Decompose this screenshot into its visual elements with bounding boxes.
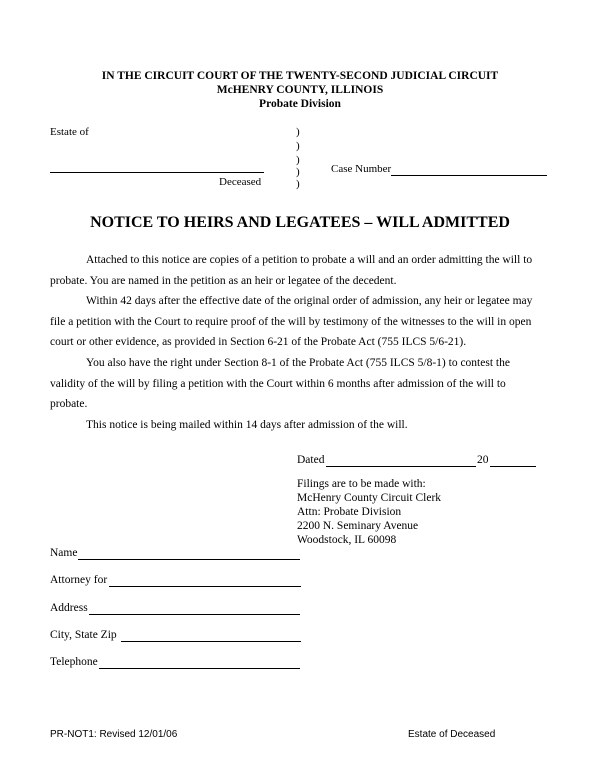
caption-paren: ): [296, 154, 300, 166]
filings-line1: Filings are to be made with:: [297, 478, 426, 490]
paragraph-contest-right: You also have the right under Section 8-1 of the Probate Act (755 ILCS 5/8-1) to contest the validity of the will by filing a petition with the Court within 6 months after admission of the will to probate.: [50, 357, 510, 410]
telephone-label: Telephone: [50, 656, 98, 668]
name-line[interactable]: [78, 559, 300, 560]
deceased-label: Deceased: [219, 176, 262, 188]
address-label: Address: [50, 602, 88, 614]
dated-label: Dated: [297, 454, 325, 466]
estate-of-label: Estate of: [50, 126, 89, 138]
name-label: Name: [50, 547, 78, 559]
dated-line[interactable]: [326, 466, 476, 467]
footer-right-label: Estate of Deceased: [408, 729, 496, 740]
dated-year-prefix: 20: [477, 454, 489, 466]
form-id: PR-NOT1: Revised 12/01/06: [50, 729, 178, 740]
filings-line2: McHenry County Circuit Clerk: [297, 492, 442, 504]
paragraph-42-days: Within 42 days after the effective date of the original order of admission, any heir or legatee may file a petition with the Court to require proof of the will by testimony of the witnesses to the will in open court or other evidence, as provided in Section 6-21 of the Probate Act (755 ILCS 5/6-21).: [50, 295, 533, 348]
caption-paren: ): [296, 140, 300, 152]
filings-line5: Woodstock, IL 60098: [297, 534, 397, 546]
city-state-zip-label: City, State Zip: [50, 629, 117, 641]
estate-name-line[interactable]: [50, 172, 264, 173]
telephone-line[interactable]: [99, 668, 300, 669]
notice-title: NOTICE TO HEIRS AND LEGATEES – WILL ADMITTED: [90, 214, 510, 231]
paragraph-mailed: This notice is being mailed within 14 days after admission of the will.: [86, 419, 408, 431]
dated-year-line[interactable]: [490, 466, 536, 467]
caption-paren: ): [296, 126, 300, 138]
court-header-line1: IN THE CIRCUIT COURT OF THE TWENTY-SECOND JUDICIAL CIRCUIT: [101, 70, 499, 82]
case-number-label: Case Number: [331, 163, 392, 175]
case-number-line[interactable]: [391, 175, 547, 176]
paragraph-attached: Attached to this notice are copies of a petition to probate a will and an order admitting the will to probate. You are named in the petition as an heir or legatee of the decedent.: [50, 254, 533, 287]
filings-line3: Attn: Probate Division: [297, 506, 402, 518]
caption-paren: ): [296, 178, 300, 190]
attorney-for-line[interactable]: [109, 586, 301, 587]
court-header-line2: McHENRY COUNTY, ILLINOIS: [216, 84, 384, 96]
court-header-line3: Probate Division: [259, 98, 341, 110]
caption-paren: ): [296, 166, 300, 178]
attorney-for-label: Attorney for: [50, 574, 108, 586]
address-line[interactable]: [89, 614, 300, 615]
filings-line4: 2200 N. Seminary Avenue: [297, 520, 419, 532]
city-state-zip-line[interactable]: [121, 641, 301, 642]
